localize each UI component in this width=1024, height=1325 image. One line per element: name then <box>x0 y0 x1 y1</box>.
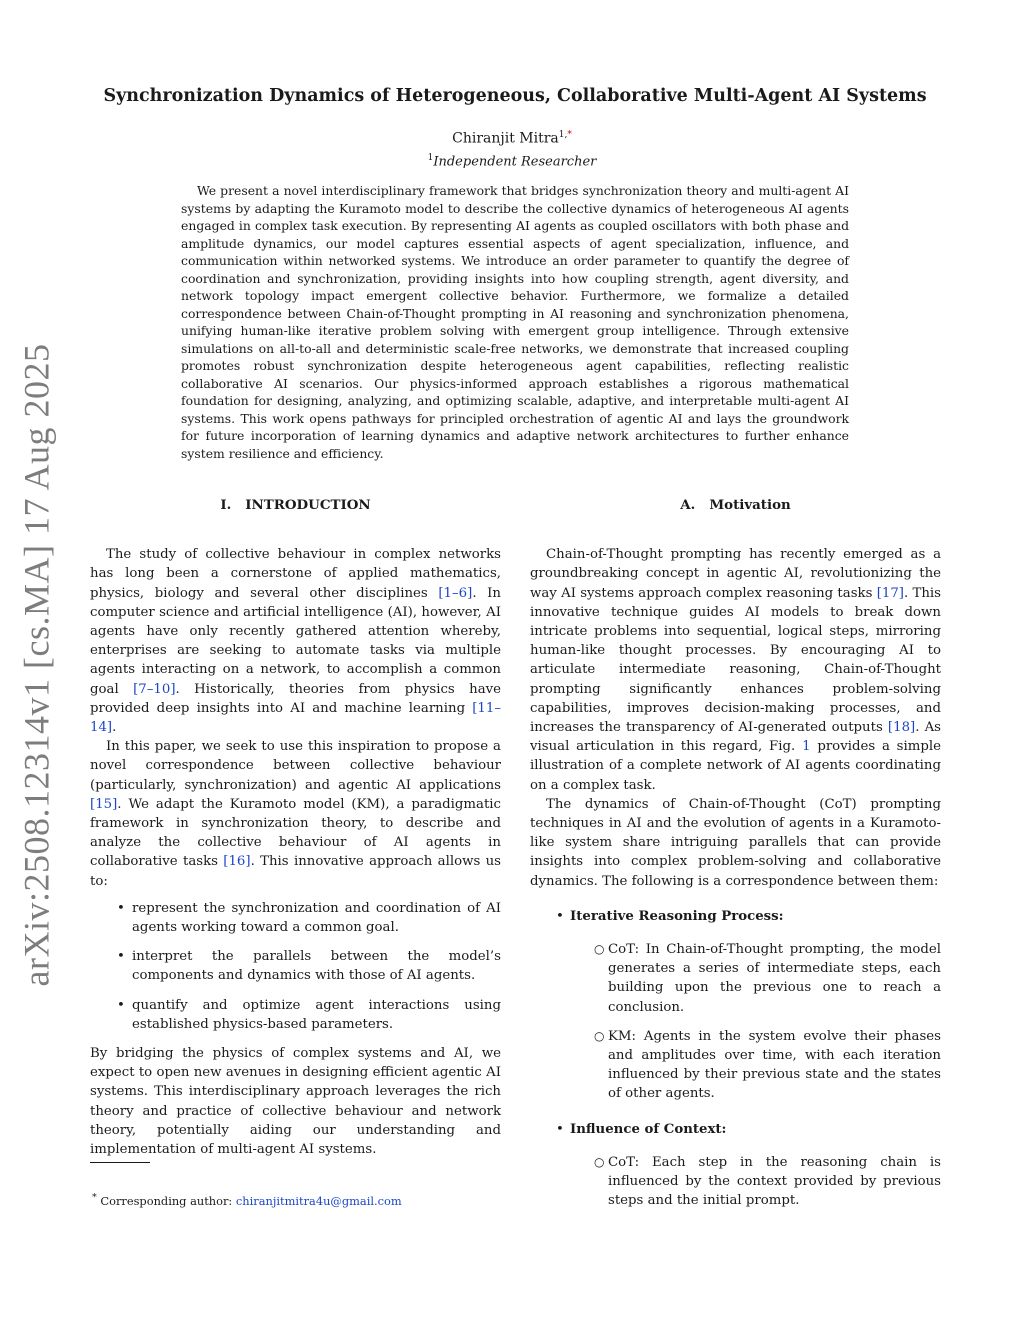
list-item <box>530 1120 941 1211</box>
correspondence-list <box>530 907 941 1211</box>
contribution-list <box>90 899 501 1034</box>
intro-paragraph-3: By bridging the physics of complex systems and AI, we expect to open new avenues in designing efficient agentic AI systems. This interdisciplinary approach leverages the rich theory and practice of collective behaviour and network theory, potentially aiding our understanding and implementation of multi-agent AI systems. <box>90 1046 501 1158</box>
text-run: . <box>112 720 117 736</box>
subsection-title: Motivation <box>709 497 791 513</box>
citation-link[interactable]: [17] <box>876 585 904 601</box>
bullet-icon: • <box>117 949 125 965</box>
text-run: provides a simple illustration of a complete network of AI agents coordinating on a complex task. <box>530 739 941 793</box>
citation-link[interactable]: [1–6] <box>438 585 473 601</box>
text-run: . Historically, theories from physics have provided deep insights into AI and machine learning <box>90 681 501 716</box>
citation-link[interactable]: [16] <box>223 854 251 870</box>
intro-paragraph-1 <box>90 545 501 737</box>
list-item-text: represent the synchronization and coordination of AI agents working toward a common goal. <box>132 900 501 936</box>
author-corresponding-marker[interactable]: * <box>567 130 572 140</box>
bullet-icon: • <box>556 908 564 924</box>
section-number: I. <box>220 497 232 513</box>
sub-list <box>530 940 941 1104</box>
footnote-rule <box>90 1162 150 1163</box>
intro-paragraph-2 <box>90 737 501 891</box>
sub-list-item <box>530 1153 941 1211</box>
citation-link[interactable]: [15] <box>90 796 118 812</box>
sub-list-item <box>530 940 941 1017</box>
text-run: In this paper, we seek to use this inspiration to propose a novel correspondence between collective behaviour (particularly, synchronization) and agentic AI applications <box>90 739 501 793</box>
list-item-title: Influence of Context: <box>570 1121 727 1137</box>
text-run: The study of collective behaviour in complex networks has long been a cornerstone of applied mathematics, physics, biology and several other disciplines <box>90 547 501 601</box>
sub-list-item-text: KM: Agents in the system evolve their phases and amplitudes over time, with each iteration influenced by their previous state and the states of other agents. <box>608 1028 941 1102</box>
text-run: . In computer science and artificial intelligence (AI), however, AI agents have only recently gathered attention whereby, enterprises are seeking to automate tasks via multiple agents interacting on a network, to accomplish a common goal <box>90 585 501 697</box>
bullet-icon: • <box>556 1121 564 1137</box>
list-item <box>90 947 501 985</box>
left-column <box>90 496 501 1159</box>
text-run: . This innovative approach allows us to: <box>90 854 501 889</box>
list-item-text: interpret the parallels between the model’s components and dynamics with those of AI agents. <box>132 949 501 984</box>
motivation-paragraph-1 <box>530 545 941 795</box>
arxiv-id: arXiv:2508.12314v1 [cs.MA] 17 Aug 2025 <box>16 343 57 987</box>
arxiv-stamp <box>4 343 68 987</box>
citation-link[interactable]: [11–14] <box>90 700 501 736</box>
text-run: . As visual articulation in this regard, Fig. <box>530 720 941 755</box>
footnote <box>92 1192 402 1208</box>
bullet-icon: • <box>117 997 125 1013</box>
footnote-marker: * <box>92 1192 97 1203</box>
text-run: . We adapt the Kuramoto model (KM), a paradigmatic framework in synchronization theory, to describe and analyze the collective behaviour of AI agents in collaborative tasks <box>90 796 501 870</box>
sub-list-item <box>530 1027 941 1104</box>
hollow-bullet-icon: ○ <box>594 942 605 957</box>
list-item <box>90 899 501 937</box>
motivation-paragraph-2: The dynamics of Chain-of-Thought (CoT) prompting techniques in AI and the evolution of agents in a Kuramoto-like system share intriguing parallels that can provide insights into complex problem-solving and collaborative dynamics. The following is a correspondence between them: <box>530 796 941 889</box>
sub-list-item-text: CoT: Each step in the reasoning chain is influenced by the context provided by previous steps and the initial prompt. <box>608 1154 941 1209</box>
affiliation-text: Independent Researcher <box>433 154 597 170</box>
subsection-heading-motivation <box>530 496 941 515</box>
subsection-number: A. <box>680 497 696 513</box>
text-run: . This innovative technique guides AI models to break down intricate problems into sequential, logical steps, mirroring human-like thought processes. By encouraging AI to articulate intermediate reasoning, Chain-of-Thought prompting significantly enhances problem-solving capabilities, improves decision-making processes, and increases the transparency of AI-generated outputs <box>530 585 941 736</box>
citation-link[interactable]: [7–10] <box>133 681 176 697</box>
bullet-icon: • <box>117 900 125 916</box>
list-item-title: Iterative Reasoning Process: <box>570 908 784 924</box>
email-link[interactable]: chiranjitmitra4u@gmail.com <box>235 1193 402 1208</box>
section-heading-introduction <box>90 496 501 515</box>
list-item <box>530 907 941 1104</box>
list-item <box>90 996 501 1034</box>
footnote-label: Corresponding author: <box>100 1193 236 1208</box>
text-run: Chain-of-Thought prompting has recently emerged as a groundbreaking concept in agentic AI, revolutionizing the way AI systems approach complex reasoning tasks <box>530 547 941 601</box>
affiliation-marker: 1 <box>427 153 434 163</box>
list-item-text: quantify and optimize agent interactions using established physics-based parameters. <box>132 997 501 1032</box>
hollow-bullet-icon: ○ <box>594 1028 605 1043</box>
author-affil-marker: 1, <box>558 130 568 140</box>
sub-list <box>530 1153 941 1211</box>
affiliation-line <box>0 153 1024 169</box>
hollow-bullet-icon: ○ <box>594 1154 605 1169</box>
author-name: Chiranjit Mitra <box>452 130 559 147</box>
right-column <box>530 496 941 1227</box>
figure-link[interactable]: 1 <box>802 739 811 755</box>
author-line <box>0 130 1024 147</box>
paper-title: Synchronization Dynamics of Heterogeneous, Collaborative Multi-Agent AI Systems <box>103 86 927 106</box>
abstract: We present a novel interdisciplinary framework that bridges synchronization theory and multi-agent AI systems by adapting the Kuramoto model to describe the collective dynamics of heterogeneous AI agents engaged in complex task execution. By representing AI agents as coupled oscillators with both phase and amplitude dynamics, our model captures essential aspects of agent specialization, influence, and communication within networked systems. We introduce an order parameter to quantify the degree of coordination and synchronization, providing insights into how coupling strength, agent diversity, and network topology impact emergent collective behavior. Furthermore, we formalize a detailed correspondence between Chain-of-Thought prompting in AI reasoning and synchronization phenomena, unifying human-like iterative problem solving with emergent group intelligence. Through extensive simulations on all-to-all and deterministic scale-free networks, we demonstrate that increased coupling promotes robust synchronization despite heterogeneous agent capabilities, reflecting realistic collaborative AI scenarios. Our physics-informed approach establishes a rigorous mathematical foundation for designing, analyzing, and optimizing scalable, adaptive, and interpretable multi-agent AI systems. This work opens pathways for principled orchestration of agentic AI and lays the groundwork for future incorporation of learning dynamics and adaptive network architectures to further enhance system resilience and efficiency. <box>181 183 849 461</box>
section-title: INTRODUCTION <box>245 497 371 513</box>
sub-list-item-text: CoT: In Chain-of-Thought prompting, the model generates a series of intermediate steps, each building upon the previous one to reach a conclusion. <box>608 942 941 1015</box>
citation-link[interactable]: [18] <box>887 720 916 736</box>
